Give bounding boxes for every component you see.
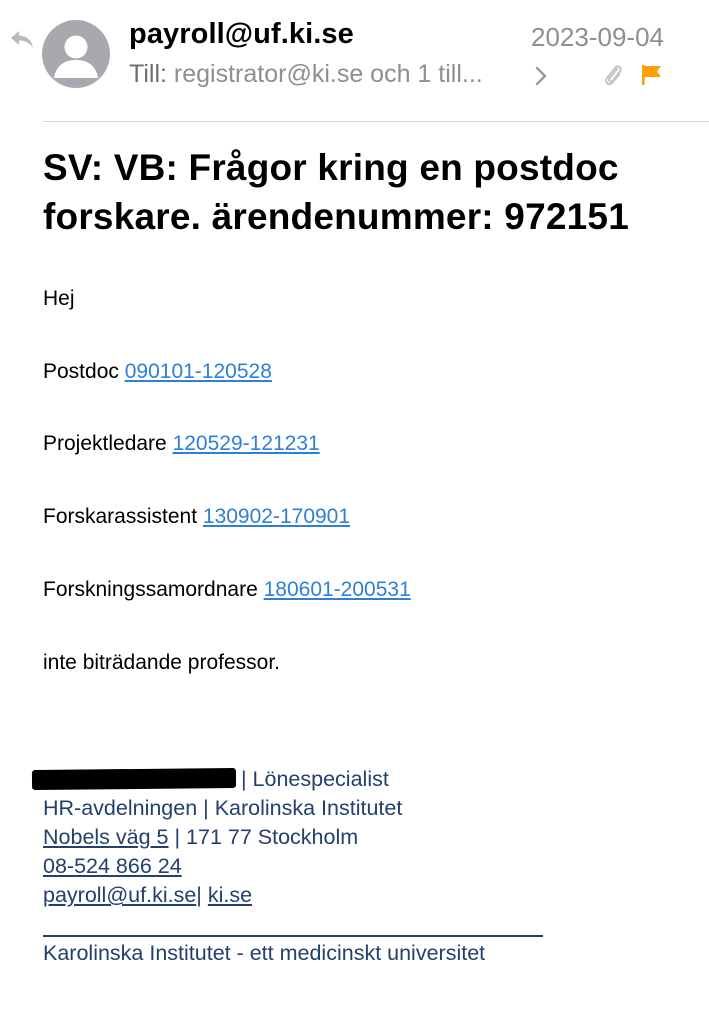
reply-arrow-icon[interactable]: [9, 28, 35, 50]
chevron-right-icon[interactable]: [534, 64, 548, 88]
role-label: Postdoc: [43, 360, 119, 383]
signature-contact: [43, 883, 252, 908]
sender-avatar[interactable]: [42, 20, 110, 88]
role-line: [43, 505, 350, 529]
role-line: [43, 360, 272, 384]
signature-phone: [43, 854, 182, 879]
person-avatar-icon: [42, 20, 110, 88]
role-line: [43, 432, 320, 456]
signature-address: [43, 825, 358, 850]
signature-department: HR-avdelningen | Karolinska Institutet: [43, 796, 403, 820]
contact-separator: |: [196, 883, 202, 907]
role-dates-link[interactable]: 130902-170901: [202, 505, 351, 528]
signature-title: | Lönespecialist: [241, 767, 389, 791]
redacted-name: [32, 768, 236, 790]
role-dates-link[interactable]: 180601-200531: [263, 578, 411, 601]
email-link[interactable]: payroll@uf.ki.se: [43, 883, 197, 907]
recipients-value: registrator@ki.se och 1 till...: [173, 60, 483, 88]
paperclip-icon: [602, 62, 624, 88]
signature-tagline: Karolinska Institutet - ett medicinskt universitet: [43, 941, 486, 965]
role-dates-link[interactable]: 090101-120528: [124, 360, 272, 383]
phone-link[interactable]: 08-524 866 24: [43, 854, 182, 878]
role-line: [43, 578, 411, 602]
role-label: Forskarassistent: [43, 505, 198, 528]
greeting-text: Hej: [43, 287, 75, 310]
sender-address[interactable]: payroll@uf.ki.se: [129, 18, 354, 50]
role-dates-link[interactable]: 120529-121231: [172, 432, 320, 455]
flag-icon[interactable]: [640, 63, 664, 87]
message-header: [0, 0, 709, 122]
address-link[interactable]: Nobels väg 5: [43, 825, 169, 849]
role-label: Projektledare: [43, 432, 167, 455]
email-subject: SV: VB: Frågor kring en postdoc forskare. ärendenummer: 972151: [43, 147, 629, 237]
recipients-row[interactable]: [129, 60, 483, 89]
to-label: Till:: [129, 60, 167, 88]
message-date: 2023-09-04: [531, 22, 664, 52]
header-divider: [43, 121, 709, 122]
closing-text: inte biträdande professor.: [43, 651, 280, 674]
signature-rule: [43, 935, 543, 937]
address-city: | 171 77 Stockholm: [168, 825, 359, 849]
website-link[interactable]: ki.se: [207, 883, 253, 907]
role-label: Forskningssamordnare: [43, 578, 258, 601]
